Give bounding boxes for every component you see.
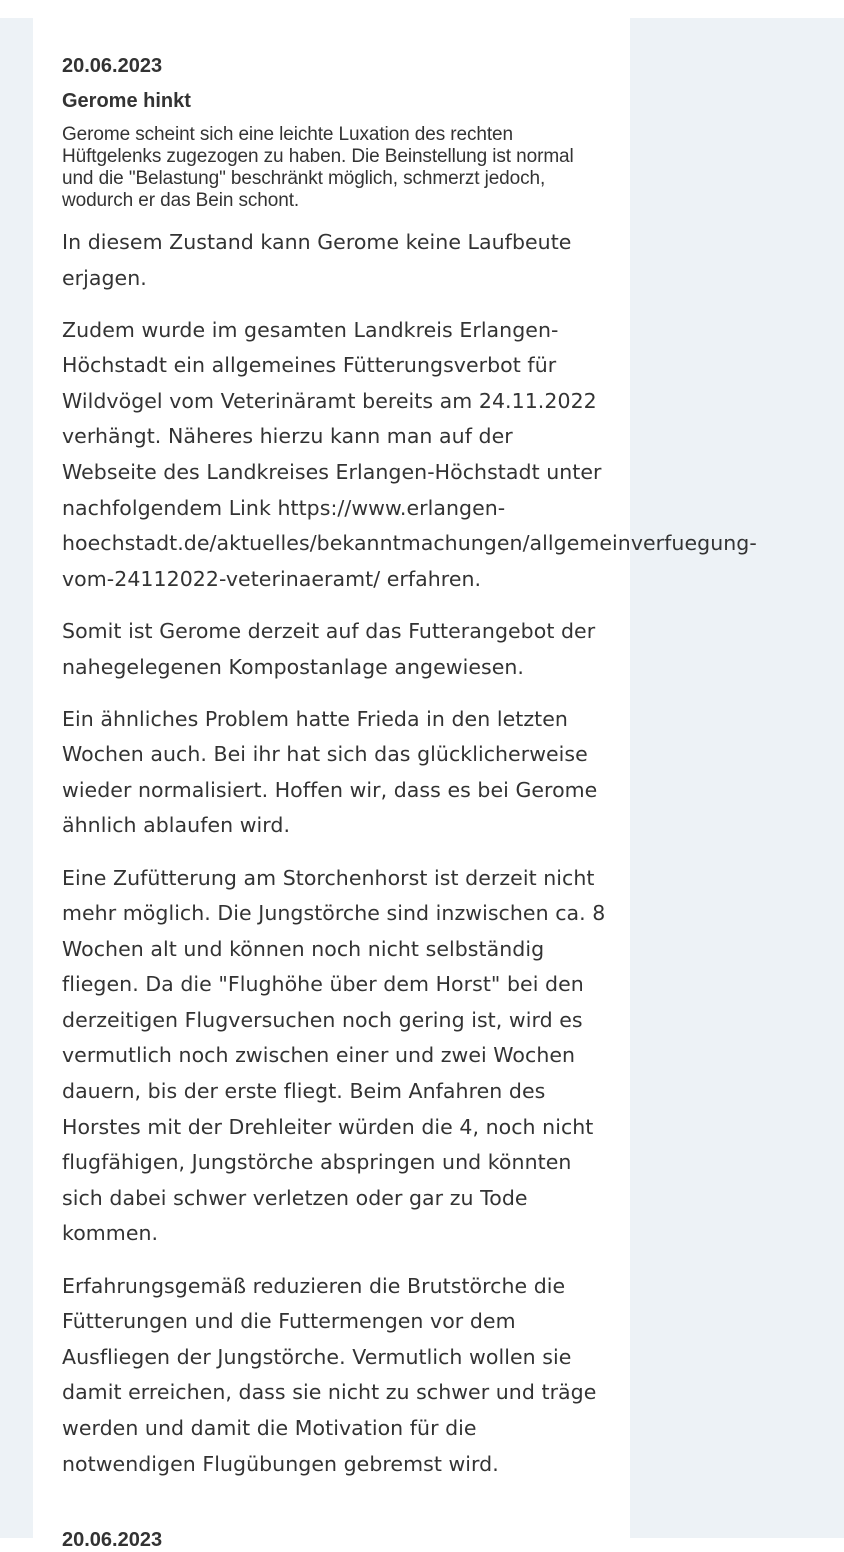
paragraph-breeding-storks: Erfahrungsgemäß reduzieren die Brutstörche die Fütterungen und die Futtermengen vor dem Ausfliegen der Jungstörche. Vermutlich wollen sie damit erreichen, dass sie nicht zu schwer und träge werden und damit die Motivation für die notwendigen Flugübungen gebremst wird. xyxy=(62,1273,597,1476)
paragraph-hunting: In diesem Zustand kann Gerome keine Laufbeute erjagen. xyxy=(62,230,572,290)
district-website-link[interactable]: hoechstadt.de/aktuelles/bekanntmachungen/allgemeinverfuegung- xyxy=(62,531,757,556)
paragraph-feeding-nest: Eine Zufütterung am Storchenhorst ist derzeit nicht mehr möglich. Die Jungstörche sind inzwischen ca. 8 Wochen alt und können noch nicht selbständig fliegen. Da die "Flughöhe über dem Horst" bei den derzeitigen Flugversuchen noch gering ist, wird es vermutlich noch zwischen einer und zwei Wochen dauern, bis der erste fliegt. Beim Anfahren des Horstes mit der Drehleiter würden die 4, noch nicht flugfähigen, Jungstörche abspringen und könnten sich dabei schwer verletzen oder gar zu Tode kommen. xyxy=(62,865,606,1246)
paragraph-frieda: Ein ähnliches Problem hatte Frieda in den letzten Wochen auch. Bei ihr hat sich das glücklicherweise wieder normalisiert. Hoffen wir, dass es bei Gerome ähnlich ablaufen wird. xyxy=(62,706,598,838)
paragraph-feeding-ban-text: Zudem wurde im gesamten Landkreis Erlangen-Höchstadt ein allgemeines Fütterungsverbot für Wildvögel vom Veterinäramt bereits am 24.11.2022 verhängt. Näheres hierzu kann man auf der Webseite des Landkreises Erlangen-Höchstadt unter nachfolgendem Link https://www.erlangen- xyxy=(62,317,602,520)
paragraph-feeding-ban xyxy=(62,313,757,598)
next-entry-date: 20.06.2023 xyxy=(62,1529,163,1551)
news-entry xyxy=(62,54,757,1499)
entry-title: Gerome hinkt xyxy=(62,90,191,112)
news-card xyxy=(33,18,757,1538)
paragraph-compost: Somit ist Gerome derzeit auf das Futterangebot der nahegelegenen Kompostanlage angewiesen. xyxy=(62,618,596,679)
entry-summary: Gerome scheint sich eine leichte Luxation des rechten Hüftgelenks zugezogen zu haben. Die Beinstellung ist normal und die "Belastung" beschränkt möglich, schmerzt jedoch, wodurch er das Bein schont. xyxy=(62,124,574,211)
paragraph-feeding-ban-end: vom-24112022-veterinaeramt/ erfahren. xyxy=(62,566,482,591)
entry-date: 20.06.2023 xyxy=(62,55,163,77)
